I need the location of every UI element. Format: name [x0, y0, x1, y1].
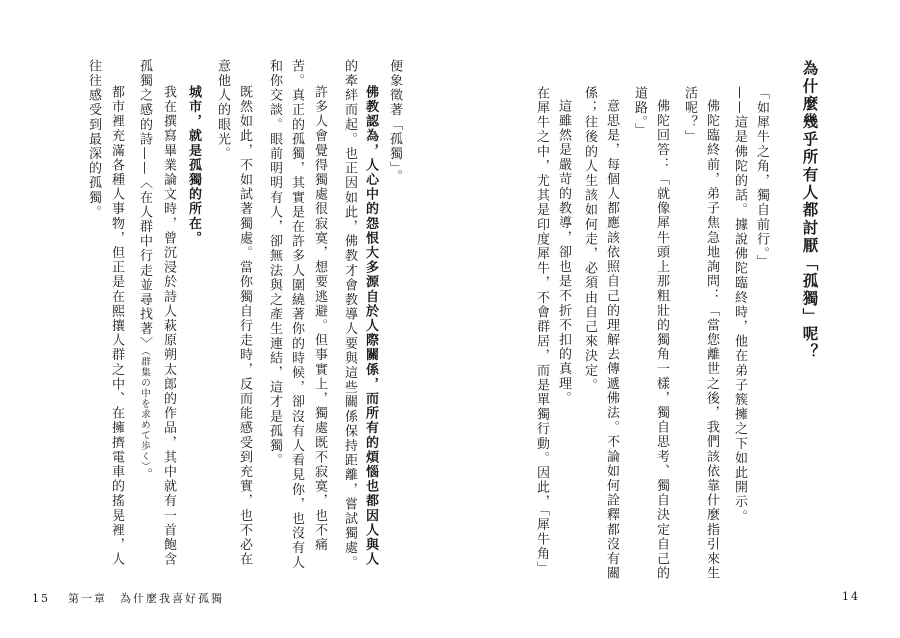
body-line: 便象徵著「孤獨」。 — [387, 59, 402, 184]
body-line: 在犀牛之中，尤其是印度犀牛，不會群居，而是單獨行動。因此，「犀牛角」 — [534, 86, 549, 576]
body-line-emphasis: 佛教認為，人心中的怨恨大多源自於人際關係，而所有的煩惱也都因人與人 — [363, 85, 378, 567]
poem-line-tail: 。 — [137, 467, 152, 483]
body-line: 這雖然是嚴苛的教導，卻也是不折不扣的真理。 — [556, 99, 571, 406]
poem-title: 孤獨之感的詩——〈在人群中行走並尋找著〉 — [137, 59, 152, 351]
right-page — [450, 0, 900, 638]
body-line: 許多人會覺得獨處很寂寞，想要逃避。但事實上，獨處既不寂寞，也不痛 — [312, 85, 327, 553]
body-line: 和你交談。眼前明明有人，卻無法與之產生連結，這才是孤獨。 — [267, 59, 282, 468]
body-line: 佛陀回答：「就像犀牛頭上那粗壯的獨角一樣，獨自思考、獨自決定自己的 — [654, 99, 669, 581]
body-line-emphasis: 城市，就是孤獨的所在。 — [186, 85, 201, 246]
running-head: 第一章 為什麼我喜好孤獨 — [68, 592, 224, 605]
body-line: 意他人的眼光。 — [215, 59, 230, 162]
body-line: 的牽絆而起。也正因如此，佛教才會教導人要與這些關係保持距離，嘗試獨處。 — [342, 59, 357, 570]
body-line: 「如犀牛之角，獨自前行。」 — [754, 86, 769, 270]
body-line: 活呢？」 — [682, 86, 697, 145]
body-line: 意思是，每個人都應該依照自己的理解去傳遞佛法。不論如何詮釋都沒有關 — [604, 99, 619, 581]
poem-original-title: （群集の中を求めて歩く） — [139, 351, 150, 468]
body-line: 既然如此，不如試著獨處。當你獨自行走時，反而能感受到充實，也不必在 — [237, 85, 252, 567]
page-footer — [32, 590, 224, 606]
page-number: 14 — [842, 590, 860, 603]
body-line: 往往感受到最深的孤獨。 — [86, 59, 101, 220]
body-line: 道路。」 — [632, 86, 647, 138]
body-line: 係；往後的人生該如何走，必須由自己來決定。 — [582, 86, 597, 393]
body-line: 我在撰寫畢業論文時，曾沉浸於詩人萩原朔太郎的作品，其中就有一首飽含 — [161, 85, 176, 567]
body-line: 都市裡充滿各種人事物，但正是在熙攘人群之中、在擁擠電車的搖晃裡，人 — [109, 85, 124, 567]
poem-line — [138, 59, 151, 482]
page-number: 15 — [32, 592, 50, 605]
body-line: ——這是佛陀的話。據說佛陀臨終時，他在弟子簇擁之下如此開示。 — [732, 86, 747, 524]
body-line: 佛陀臨終前，弟子焦急地詢問：「當您離世之後，我們該依靠什麼指引來生 — [704, 99, 719, 581]
body-line: 苦。真正的孤獨，其實是在許多人圍繞著你的時候，卻沒有人看見你，也沒有人 — [289, 59, 304, 570]
section-title: 為什麼幾乎所有人都討厭「孤獨」呢？ — [800, 60, 820, 361]
